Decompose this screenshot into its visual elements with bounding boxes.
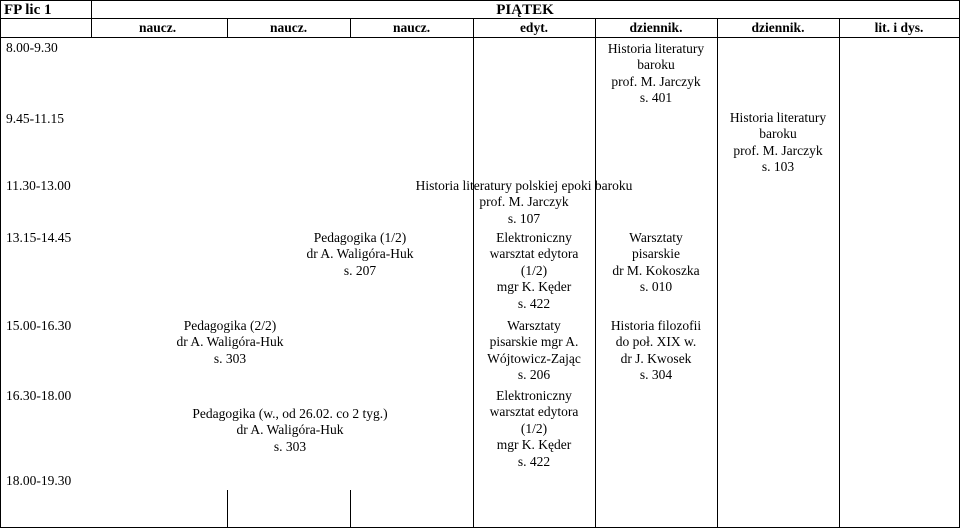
class-block: Historia literatury polskiej epoki baroku prof. M. Jarczyk s. 107 <box>415 178 633 226</box>
column-header: naucz. <box>392 20 431 35</box>
time-slot: 13.15-14.45 <box>6 230 72 245</box>
day-title: PIĄTEK <box>496 2 554 18</box>
grid-line <box>717 18 718 528</box>
class-block: Elektroniczny warsztat edytora (1/2) mgr K. Kęder s. 422 <box>489 388 579 469</box>
time-slot: 15.00-16.30 <box>6 318 72 333</box>
grid-line <box>227 490 228 528</box>
time-slot: 18.00-19.30 <box>6 473 72 488</box>
grid-line <box>0 0 960 1</box>
time-slot: 16.30-18.00 <box>6 388 72 403</box>
time-slot: 9.45-11.15 <box>6 111 64 126</box>
class-block: Warsztaty pisarskie dr M. Kokoszka s. 010 <box>612 230 700 295</box>
class-block: Pedagogika (1/2) dr A. Waligóra-Huk s. 207 <box>306 230 414 278</box>
grid-line <box>0 37 960 38</box>
column-header: lit. i dys. <box>874 20 924 35</box>
time-slot: 11.30-13.00 <box>6 178 71 193</box>
column-header: naucz. <box>269 20 308 35</box>
class-block: Pedagogika (w., od 26.02. co 2 tyg.) dr A. Waligóra-Huk s. 303 <box>192 406 388 454</box>
column-header: dziennik. <box>751 20 805 35</box>
time-slot: 8.00-9.30 <box>6 40 58 55</box>
class-block: Historia literatury baroku prof. M. Jarczyk s. 401 <box>607 41 705 106</box>
grid-line <box>0 18 960 19</box>
column-header: dziennik. <box>629 20 683 35</box>
class-block: Historia filozofii do poł. XIX w. dr J. Kwosek s. 304 <box>610 318 702 383</box>
column-header: edyt. <box>519 20 549 35</box>
class-block: Historia literatury baroku prof. M. Jarczyk s. 103 <box>729 110 827 175</box>
grid-line <box>839 18 840 528</box>
class-name: FP lic 1 <box>4 2 52 18</box>
class-block: Elektroniczny warsztat edytora (1/2) mgr K. Kęder s. 422 <box>489 230 579 311</box>
class-block: Warsztaty pisarskie mgr A. Wójtowicz-Zając s. 206 <box>487 318 581 383</box>
grid-line <box>350 490 351 528</box>
class-block: Pedagogika (2/2) dr A. Waligóra-Huk s. 303 <box>176 318 284 366</box>
column-header: naucz. <box>138 20 177 35</box>
grid-line <box>0 0 1 528</box>
